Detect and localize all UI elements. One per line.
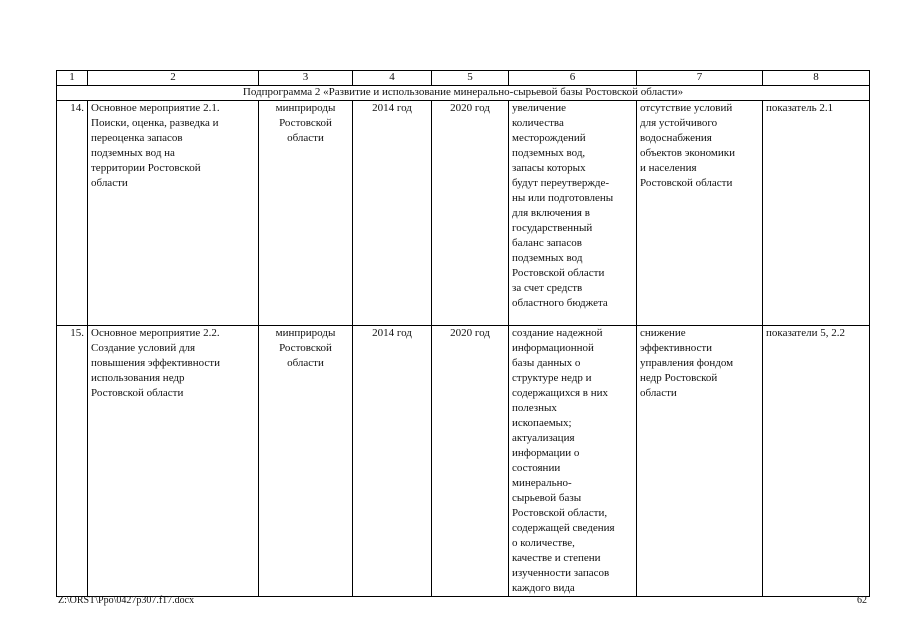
table-row <box>57 101 870 326</box>
measures-table <box>56 70 870 597</box>
indicator-link: показатель 2.1 <box>763 101 870 326</box>
measure-name: Основное мероприятие 2.1. Поиски, оценка, разведка и переоценка запасов подземных вод на территории Ростовской области <box>88 101 259 326</box>
column-number: 1 <box>57 71 88 86</box>
indicator-link: показатели 5, 2.2 <box>763 326 870 597</box>
non-implementation-consequences: снижение эффективности управления фондом недр Ростовской области <box>637 326 763 597</box>
column-number: 5 <box>432 71 509 86</box>
subprogram-title: Подпрограмма 2 «Развитие и использование минерально-сырьевой базы Ростовской области» <box>57 86 870 101</box>
measure-name: Основное мероприятие 2.2. Создание условий для повышения эффективности использования недр Ростовской области <box>88 326 259 597</box>
table-row <box>57 326 870 597</box>
column-number-row <box>57 71 870 86</box>
column-number: 3 <box>259 71 353 86</box>
start-year: 2014 год <box>353 101 432 326</box>
non-implementation-consequences: отсутствие условий для устойчивого водоснабжения объектов экономики и населения Ростовской области <box>637 101 763 326</box>
expected-result: создание надежной информационной базы данных о структуре недр и содержащихся в них полезных ископаемых; актуализация информации о состоянии минерально- сырьевой базы Ростовской области, содержащей сведения о количестве, качестве и степени изученности запасов каждого вида <box>509 326 637 597</box>
column-number: 7 <box>637 71 763 86</box>
column-number: 8 <box>763 71 870 86</box>
column-number: 4 <box>353 71 432 86</box>
row-number: 15. <box>57 326 88 597</box>
expected-result: увеличение количества месторождений подземных вод, запасы которых будут переутвержде- ны или подготовлены для включения в государственный баланс запасов подземных вод Ростовской области за счет средств областного бюджета <box>509 101 637 326</box>
end-year: 2020 год <box>432 101 509 326</box>
subprogram-row <box>57 86 870 101</box>
footer-file-path: Z:\ORST\Ppo\0427p307.f17.docx <box>58 595 195 606</box>
page-number: 62 <box>857 595 867 606</box>
start-year: 2014 год <box>353 326 432 597</box>
end-year: 2020 год <box>432 326 509 597</box>
column-number: 2 <box>88 71 259 86</box>
executor: минприроды Ростовской области <box>259 101 353 326</box>
column-number: 6 <box>509 71 637 86</box>
row-number: 14. <box>57 101 88 326</box>
executor: минприроды Ростовской области <box>259 326 353 597</box>
